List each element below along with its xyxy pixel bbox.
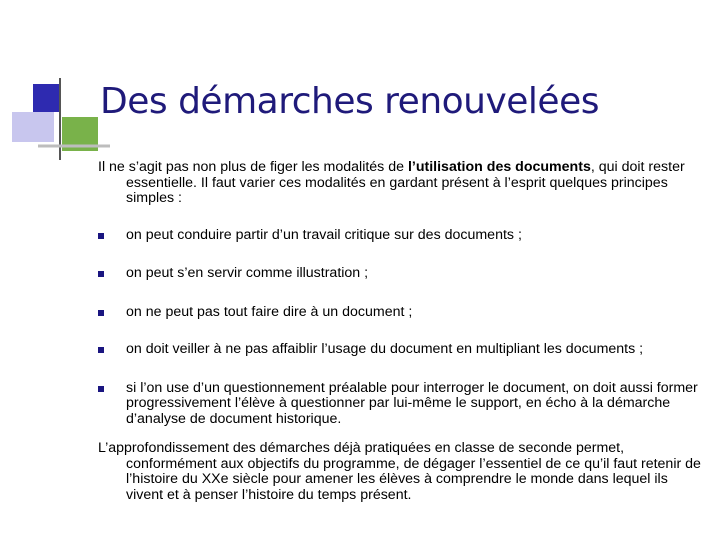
intro-text-end: , qui doit rester essentielle. Il faut varier ces modalités en gardant présent à l’esprit quelques principes simples : [126,159,685,206]
square-bullet-icon [98,347,104,353]
bullet-item [98,266,704,282]
decor-lilac-square [12,112,54,142]
square-bullet-icon [98,386,104,392]
decor-blue-square [33,84,59,112]
bullet-item [98,381,704,428]
bullet-text: si l’on use d’un questionnement préalable pour interroger le document, on doit aussi former progressivement l’élève à questionner par lui-même le support, en écho à la démarche d’analyse de document historique. [126,379,698,427]
bullet-item [98,228,704,244]
intro-paragraph [98,160,704,207]
square-bullet-icon [98,233,104,239]
conclusion-paragraph: L’approfondissement des démarches déjà pratiquées en classe de seconde permet, conformément aux objectifs du programme, de dégager l’essentiel de ce qu’il faut retenir de l’histoire du XXe siècle pour amener les élèves à comprendre le monde dans lequel ils vivent et à penser l’histoire du temps présent. [98,440,701,503]
bullet-text: on ne peut pas tout faire dire à un document ; [126,303,413,320]
bullet-item [98,342,704,358]
intro-text-start: Il ne s’agit pas non plus de figer les modalités de [98,159,408,175]
square-bullet-icon [98,310,104,316]
slide-title: Des démarches renouvelées [100,81,599,122]
square-bullet-icon [98,271,104,277]
bullet-item [98,305,704,321]
slide-decoration [0,0,110,170]
bullet-list [98,228,704,428]
intro-emphasis: l’utilisation des documents [407,159,591,175]
bullet-text: on doit veiller à ne pas affaiblir l’usage du document en multipliant les documents ; [126,341,644,357]
bullet-text: on peut s’en servir comme illustration ; [126,265,369,281]
bullet-text: on peut conduire partir d’un travail critique sur des documents ; [126,226,522,243]
slide-body [98,160,704,503]
